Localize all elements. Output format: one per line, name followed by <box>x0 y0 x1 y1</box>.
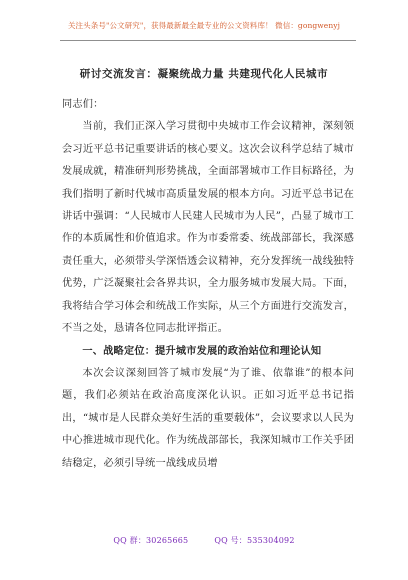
body-paragraph: 本次会议深刻回答了城市发展“为了谁、依靠谁”的根本问题，我们必须站在政治高度深化认识。正如习近平总书记指出，“城市是人民群众美好生活的重要载体”，会议要求以人民为中心推进城市现代化。作为统战部部长，我深知城市工作关乎团结稳定，必须引导统一战线成员增 <box>62 367 354 469</box>
footer-contact <box>0 535 408 546</box>
header-promo-text: 关注头条号"公文研究"，获得最新最全最专业的公文资料库！ 微信：gongwenyj <box>67 21 341 30</box>
document-title: 研讨交流发言：凝聚统战力量 共建现代化人民城市 <box>79 68 329 80</box>
body-paragraph: 当前，我们正深入学习贯彻中央城市工作会议精神，深刻领会习近平总书记重要讲话的核心要义。这次会议科学总结了城市发展成就，精准研判形势挑战，全面部署城市工作目标路径，为我们指明了新时代城市高质量发展的根本方向。习近平总书记在讲话中强调：“人民城市人民建人民城市为人民”，凸显了城市工作的本质属性和价值追求。作为市委常委、统战部部长，我深感责任重大，必须带头学深悟透会议精神，充分发挥统一战线独特优势，广泛凝聚社会各界共识，全力服务城市发展大局。下面，我将结合学习体会和统战工作实际，从三个方面进行交流发言，不当之处，恳请各位同志批评指正。 <box>62 121 354 335</box>
header-divider <box>60 40 356 41</box>
footer-qq-group: QQ 群：30265665 <box>113 536 189 545</box>
footer-qq: QQ 号：535304092 <box>214 536 295 545</box>
section-heading: 一、战略定位：提升城市发展的政治站位和理论认知 <box>82 345 322 358</box>
salutation: 同志们： <box>62 99 104 110</box>
document-body <box>62 94 354 475</box>
